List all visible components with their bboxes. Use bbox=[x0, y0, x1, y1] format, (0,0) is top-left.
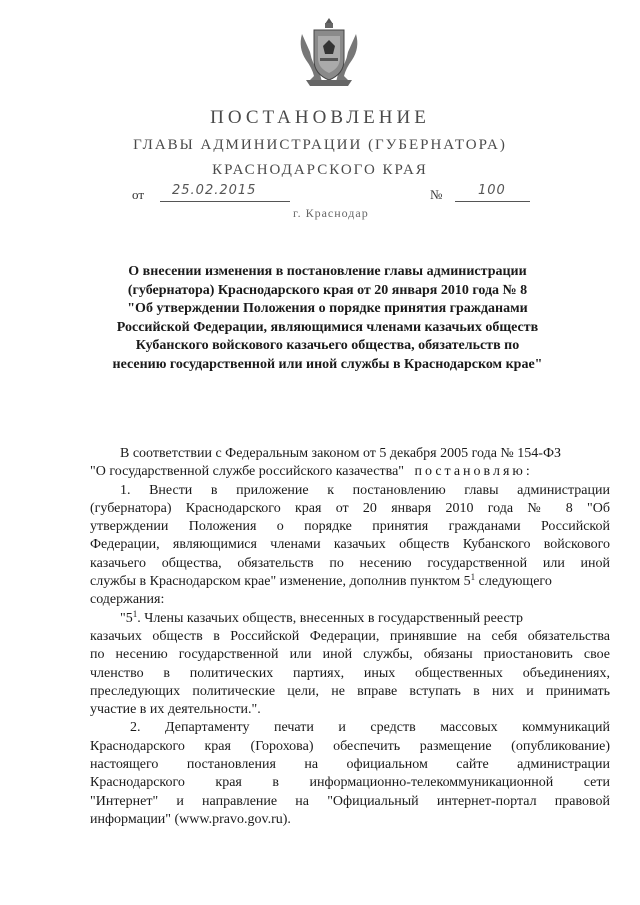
issuer-heading: ГЛАВЫ АДМИНИСТРАЦИИ (ГУБЕРНАТОРА) bbox=[133, 137, 507, 153]
paragraph-1-line: (губернатора) Краснодарского края от 20 января 2010 года № 8 "Об bbox=[90, 500, 610, 516]
quote-line: казачьих обществ в Российской Федерации, принявшие на себя обязательства bbox=[90, 628, 610, 644]
paragraph-2-line: настоящего постановления на официальном сайте администрации bbox=[90, 757, 610, 773]
document-title bbox=[60, 263, 595, 374]
intro-line: В соответствии с Федеральным законом от 5 декабря 2005 года № 154-ФЗ bbox=[120, 446, 562, 461]
date-handwritten: 25.02.2015 bbox=[172, 183, 257, 198]
title-line: О внесении изменения в постановление главы администрации bbox=[128, 264, 527, 279]
paragraph-2-end: информации" (www.pravo.gov.ru). bbox=[90, 811, 291, 827]
quote-line: членство в политических партиях, иных общественных объединениях, bbox=[90, 665, 610, 681]
quote-line: по несению государственной или иной службы, обязаны приостановить свое bbox=[90, 647, 610, 663]
title-line: Кубанского войскового казачьего общества, обязательств по bbox=[135, 338, 520, 353]
p1-text: следующего bbox=[475, 574, 552, 590]
intro-line bbox=[90, 463, 610, 481]
number-prefix: № bbox=[430, 187, 443, 202]
resolution-word: постановляю: bbox=[414, 464, 533, 480]
document-body bbox=[90, 445, 610, 829]
paragraph-2-line: "Интернет" и направление на "Официальный интернет-портал правовой bbox=[90, 793, 610, 809]
paragraph-1-line: казачьего общества, обязательств по несению государственной или иной bbox=[90, 555, 610, 571]
title-line: (губернатора) Краснодарского края от 20 января 2010 года № 8 bbox=[127, 282, 528, 298]
city-label: г. Краснодар bbox=[293, 206, 369, 220]
paragraph-2-line: Краснодарского края (Горохова) обеспечить размещение (опубликование) bbox=[90, 738, 610, 754]
quote-text: . Члены казачьих обществ, внесенных в государственный реестр bbox=[137, 610, 523, 626]
quote-line bbox=[90, 610, 610, 628]
paragraph-2-line: 2. Департаменту печати и средств массовых коммуникаций bbox=[130, 720, 610, 736]
date-prefix: от bbox=[132, 187, 145, 202]
paragraph-1-line bbox=[90, 573, 610, 591]
p1-superscript: 1 bbox=[470, 572, 476, 583]
law-name: "О государственной службе российского казачества" bbox=[90, 464, 404, 480]
number-underline bbox=[455, 201, 530, 202]
p1-text: службы в Краснодарском крае" изменение, дополнив пунктом 5 bbox=[90, 574, 471, 590]
coat-of-arms-emblem bbox=[296, 14, 362, 90]
paragraph-1-end: содержания: bbox=[90, 592, 165, 608]
title-line: "Об утверждении Положения о порядке принятия гражданами bbox=[127, 301, 528, 316]
paragraph-1-line: утверждении Положения о порядке принятия гражданами Российской bbox=[90, 519, 610, 535]
region-heading: КРАСНОДАРСКОГО КРАЯ bbox=[212, 162, 428, 178]
paragraph-1-line: Федерации, являющимися членами казачьих обществ Кубанского войскового bbox=[90, 537, 610, 553]
title-line: несению государственной или иной службы в Краснодарском крае" bbox=[112, 356, 543, 372]
date-underline bbox=[160, 201, 290, 202]
title-line: Российской Федерации, являющимися членами казачьих обществ bbox=[116, 319, 539, 335]
quote-line: преследующих политические цели, не вправе вступать в них и принимать bbox=[90, 683, 610, 699]
quote-text: "5 bbox=[120, 610, 133, 626]
quote-superscript: 1 bbox=[132, 608, 138, 619]
number-handwritten: 100 bbox=[478, 183, 506, 198]
quote-end: участие в их деятельности.". bbox=[90, 702, 261, 718]
paragraph-1-line: 1. Внести в приложение к постановлению главы администрации bbox=[120, 482, 610, 498]
document-type-heading: ПОСТАНОВЛЕНИЕ bbox=[210, 107, 430, 128]
paragraph-2-line: Краснодарского края в информационно-телекоммуникационной сети bbox=[90, 775, 610, 791]
